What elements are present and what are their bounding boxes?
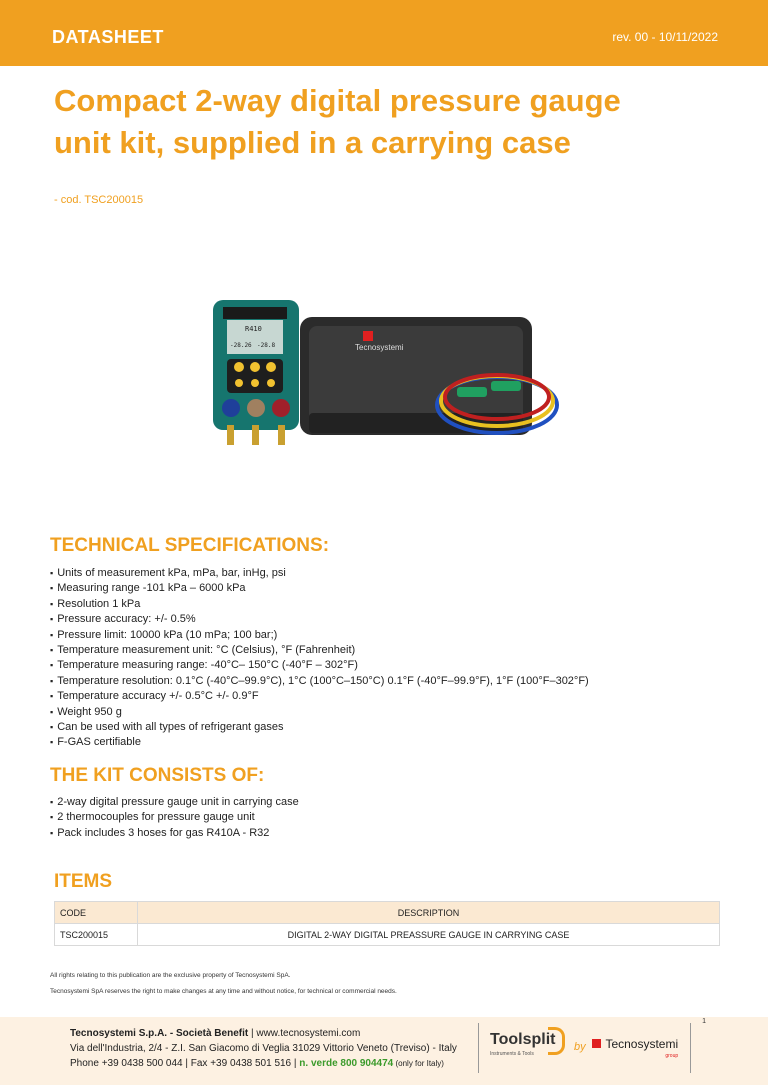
list-item: ▪ 2 thermocouples for pressure gauge unit [50,810,299,825]
cell-description: DIGITAL 2-WAY DIGITAL PREASSURE GAUGE IN CARRYING CASE [138,924,720,946]
list-item: ▪ F-GAS certifiable [50,735,589,750]
table-row [55,924,720,946]
brand-logo-icon [363,331,373,341]
legal-line-1: All rights relating to this publication are the exclusive property of Tecnosystemi SpA. [50,972,291,979]
tecnosystemi-logo: Tecnosystemi group [592,1035,678,1059]
list-item: ▪ Units of measurement kPa, mPa, bar, inHg, psi [50,566,589,581]
technical-list [50,566,589,751]
divider [690,1023,691,1073]
items-heading: ITEMS [54,871,113,892]
list-item: ▪ Pack includes 3 hoses for gas R410A - R32 [50,826,299,841]
divider [478,1023,479,1073]
revision-text: rev. 00 - 10/11/2022 [612,30,718,44]
list-item: ▪ Temperature resolution: 0.1°C (-40°C–99.9°C), 1°C (100°C–150°C) 0.1°F (-40°F–99.9°F), 1°F (100°F–302°F) [50,674,589,689]
list-item: ▪ Temperature accuracy +/- 0.5°C +/- 0.9°F [50,689,589,704]
list-item: ▪ Temperature measuring range: -40°C– 150°C (-40°F – 302°F) [50,658,589,673]
toolsplit-logo: Toolsplit Instruments & Tools [490,1031,568,1071]
svg-text:-28.8: -28.8 [257,342,276,349]
kit-list [50,795,299,841]
items-table [54,901,720,946]
case-brand-text: Tecnosystemi [355,343,404,352]
by-text: by [574,1041,586,1053]
page-number: 1 [702,1018,706,1025]
website-link[interactable]: | www.tecnosystemi.com [248,1028,361,1039]
product-image [205,295,565,465]
kit-heading: THE KIT CONSISTS OF: [50,765,265,786]
column-header-code: CODE [55,902,138,924]
column-header-description: DESCRIPTION [138,902,720,924]
list-item: ▪ Weight 950 g [50,705,589,720]
toolsplit-mark-icon [548,1027,565,1055]
page-title [54,80,674,164]
list-item: ▪ Can be used with all types of refrigerant gases [50,720,589,735]
tecnosystemi-mark-icon [592,1039,601,1048]
footer-contact-line [70,1058,444,1069]
toll-free-number: n. verde 800 904474 [299,1058,394,1069]
footer-company-line [70,1028,360,1039]
blue-valve-icon [222,399,240,417]
list-item: ▪ Pressure accuracy: +/- 0.5% [50,612,589,627]
list-item: ▪ 2-way digital pressure gauge unit in carrying case [50,795,299,810]
list-item: ▪ Resolution 1 kPa [50,597,589,612]
thermocouple-clamp-icon [491,381,521,391]
cell-code: TSC200015 [55,924,138,946]
red-valve-icon [272,399,290,417]
product-code: - cod. TSC200015 [54,194,144,206]
title-line-2: unit kit, supplied in a carrying case [54,125,571,160]
thermocouple-clamp-icon [457,387,487,397]
header-label: DATASHEET [52,27,164,47]
svg-text:R410: R410 [245,325,262,333]
list-item: ▪ Measuring range -101 kPa – 6000 kPa [50,581,589,596]
toll-free-note: (only for Italy) [393,1059,444,1068]
svg-text:-28.26: -28.26 [230,342,252,349]
legal-line-2: Tecnosystemi SpA reserves the right to make changes at any time and without notice, for technical or commercial needs. [50,988,397,995]
footer [0,1017,768,1085]
company-name: Tecnosystemi S.p.A. - Società Benefit [70,1028,249,1039]
list-item: ▪ Pressure limit: 10000 kPa (10 mPa; 100 bar;) [50,628,589,643]
header-bar [0,0,768,66]
table-header-row [55,902,720,924]
list-item: ▪ Temperature measurement unit: °C (Celsius), °F (Fahrenheit) [50,643,589,658]
phone-fax: Phone +39 0438 500 044 | Fax +39 0438 501 516 | [70,1058,300,1069]
technical-heading: TECHNICAL SPECIFICATIONS: [50,535,330,556]
title-line-1: Compact 2-way digital pressure gauge [54,83,621,118]
footer-address: Via dell'Industria, 2/4 - Z.I. San Giacomo di Veglia 31029 Vittorio Veneto (Treviso) - Italy [70,1043,457,1054]
